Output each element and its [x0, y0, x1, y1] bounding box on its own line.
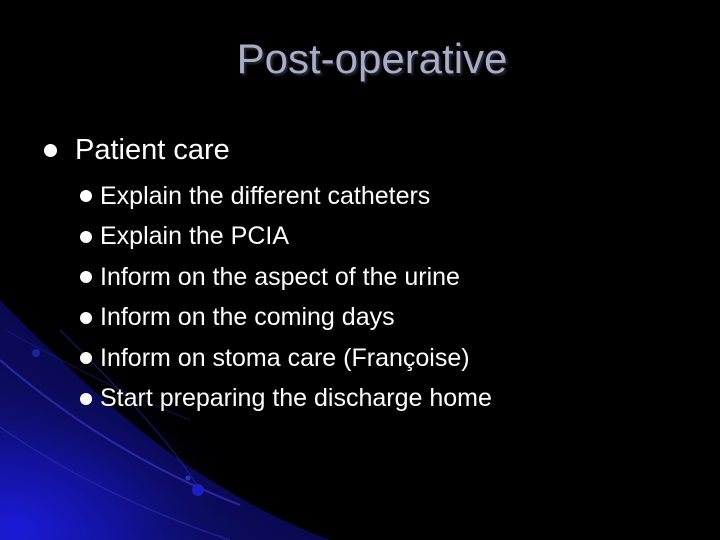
decor-dot-3	[186, 476, 191, 481]
sub-bullet-text: Inform on the aspect of the urine	[100, 262, 460, 291]
sub-bullet-text: Inform on the coming days	[100, 303, 395, 332]
bullet-dot-icon	[80, 393, 92, 405]
sub-bullet-text: Explain the PCIA	[100, 222, 289, 251]
sub-bullet-text: Explain the different catheters	[100, 181, 431, 210]
sub-bullet-item	[80, 257, 492, 298]
bullet-dot-icon	[44, 144, 57, 157]
sub-bullet-item	[80, 176, 492, 217]
sub-bullet-text: Inform on stoma care (Françoise)	[100, 343, 470, 372]
bullet-dot-icon	[80, 352, 92, 364]
sub-bullet-item	[80, 217, 492, 258]
bullet-dot-icon	[80, 271, 92, 283]
main-bullet	[44, 132, 230, 168]
bullet-dot-icon	[80, 231, 92, 243]
bullet-dot-icon	[80, 312, 92, 324]
sub-bullet-item	[80, 298, 492, 339]
sub-bullet-item	[80, 338, 492, 379]
decor-dot-2	[192, 484, 204, 496]
slide-title: Post-operative	[236, 35, 508, 82]
bullet-dot-icon	[80, 190, 92, 202]
decor-dot-1	[32, 349, 40, 357]
sub-bullet-item	[80, 379, 492, 420]
main-bullet-text: Patient care	[75, 134, 230, 166]
sub-bullet-list	[80, 176, 492, 419]
sub-bullet-text: Start preparing the discharge home	[100, 384, 492, 413]
